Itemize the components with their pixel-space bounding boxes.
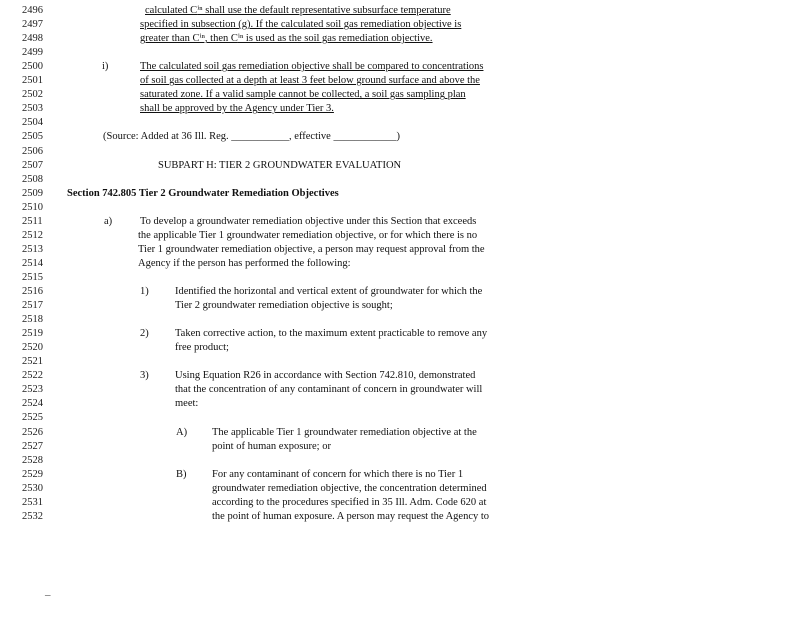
document-line — [0, 32, 800, 46]
line-text — [175, 285, 482, 299]
text-segment: ⁱⁿ is used as the soil gas remediation objective. — [237, 33, 433, 45]
document-line — [0, 271, 800, 285]
line-text — [175, 299, 393, 313]
line-number: 2528 — [22, 454, 43, 466]
document-line — [0, 173, 800, 187]
document-line — [0, 327, 800, 341]
line-number: 2511 — [22, 215, 43, 227]
text-segment: Tier 1 groundwater remediation objective, a person may request approval from the — [138, 243, 485, 255]
document-line — [0, 243, 800, 257]
document-line — [0, 496, 800, 510]
line-text — [145, 4, 451, 18]
line-number: 2496 — [22, 5, 43, 16]
line-text — [212, 482, 487, 496]
line-text — [140, 18, 461, 32]
document-line — [0, 440, 800, 454]
document-line — [0, 454, 800, 468]
clause-label: A) — [176, 426, 188, 438]
line-number: 2529 — [22, 468, 43, 480]
document-line — [0, 102, 800, 116]
document-line — [0, 88, 800, 102]
line-number: 2503 — [22, 103, 43, 115]
line-number: 2500 — [22, 61, 43, 73]
text-segment: To develop a groundwater remediation objective under this Section that exceeds — [140, 215, 477, 227]
line-number: 2498 — [22, 33, 43, 45]
line-text — [212, 440, 331, 454]
document-line — [0, 46, 800, 60]
line-text — [175, 369, 475, 383]
text-segment: the applicable Tier 1 groundwater remediation objective, or for which there is no — [138, 229, 478, 241]
text-segment: free product; — [175, 342, 229, 354]
line-text — [158, 159, 401, 173]
line-number: 2513 — [22, 243, 43, 255]
text-segment: calculated C — [145, 5, 198, 16]
document-line — [0, 18, 800, 32]
line-number: 2530 — [22, 482, 43, 494]
document-line — [0, 299, 800, 313]
line-text — [103, 130, 400, 144]
line-number: 2519 — [22, 328, 43, 340]
text-segment: Agency if the person has performed the following: — [138, 257, 351, 269]
line-text — [175, 327, 487, 341]
text-segment: that the concentration of any contaminant of concern in groundwater will — [175, 384, 483, 396]
line-number: 2514 — [22, 257, 43, 269]
text-segment: Section 742.805 Tier 2 Groundwater Remediation Objectives — [67, 187, 339, 199]
document-line — [0, 130, 800, 144]
line-text — [212, 496, 486, 510]
text-segment: greater than C — [140, 33, 200, 45]
line-number: 2509 — [22, 187, 43, 199]
line-text — [67, 187, 339, 201]
text-segment: (Source: Added at 36 Ill. Reg. ___________, effective ____________) — [103, 131, 400, 143]
document-line — [0, 482, 800, 496]
document-line — [0, 74, 800, 88]
line-number: 2508 — [22, 173, 43, 185]
text-segment: specified in subsection (g). If the calculated soil gas remediation objective is — [140, 19, 462, 31]
line-text — [212, 468, 463, 482]
line-text — [175, 383, 482, 397]
line-number: 2520 — [22, 342, 43, 354]
line-text — [212, 426, 477, 440]
document-line — [0, 159, 800, 173]
line-number: 2523 — [22, 384, 43, 396]
line-text — [175, 397, 198, 411]
line-text — [138, 257, 351, 271]
document-line — [0, 215, 800, 229]
line-text — [140, 60, 483, 74]
line-text — [138, 229, 477, 243]
line-number: 2499 — [22, 47, 43, 59]
text-segment: Taken corrective action, to the maximum extent practicable to remove any — [175, 328, 488, 340]
document-line — [0, 468, 800, 482]
text-segment: the point of human exposure. A person may request the Agency to — [212, 510, 490, 522]
text-segment: ⁱⁿ, then C — [199, 33, 238, 45]
line-number: 2516 — [22, 286, 43, 297]
text-segment: The calculated soil gas remediation objective shall be compared to concentrations — [140, 61, 484, 73]
line-text — [140, 102, 334, 116]
text-segment: Using Equation R26 in accordance with Section 742.810, demonstrated — [175, 370, 476, 382]
document-line — [0, 341, 800, 355]
line-number: 2524 — [22, 398, 43, 410]
line-number: 2526 — [22, 426, 43, 438]
line-number: 2512 — [22, 229, 43, 241]
line-number: 2502 — [22, 89, 43, 101]
line-text — [140, 74, 480, 88]
line-number: 2501 — [22, 75, 43, 87]
text-segment: saturated zone. If a valid sample cannot be collected, a soil gas sampling plan — [140, 89, 466, 101]
line-text — [140, 88, 466, 102]
document-line — [0, 510, 800, 524]
text-segment: SUBPART H: TIER 2 GROUNDWATER EVALUATION — [158, 159, 402, 171]
document-line — [0, 355, 800, 369]
document-line — [0, 60, 800, 74]
text-segment: The applicable Tier 1 groundwater remediation objective at the — [212, 426, 477, 438]
line-number: 2517 — [22, 300, 43, 312]
text-segment: Tier 2 groundwater remediation objective is sought; — [175, 300, 393, 312]
document-line — [0, 369, 800, 383]
text-segment: of soil gas collected at a depth at least 3 feet below ground surface and above the — [140, 75, 480, 87]
line-number: 2527 — [22, 440, 43, 452]
document-line — [0, 285, 800, 299]
document-line — [0, 116, 800, 130]
line-text — [140, 215, 476, 229]
document-line — [0, 383, 800, 397]
line-text — [140, 32, 433, 46]
text-segment: groundwater remediation objective, the concentration determined — [212, 482, 487, 494]
line-number: 2525 — [22, 412, 43, 424]
clause-label: i) — [102, 61, 109, 73]
line-number: 2521 — [22, 356, 43, 368]
text-segment: meet: — [175, 398, 199, 410]
text-segment: according to the procedures specified in 35 Ill. Adm. Code 620 at — [212, 496, 487, 508]
document-line — [0, 411, 800, 425]
document-line — [0, 4, 800, 18]
line-number: 2507 — [22, 159, 43, 171]
clause-label: B) — [176, 468, 187, 480]
document-line — [0, 145, 800, 159]
clause-label: 1) — [140, 286, 149, 297]
clause-label: 2) — [140, 328, 149, 340]
document-line — [0, 257, 800, 271]
line-number: 2532 — [22, 510, 43, 522]
line-number: 2515 — [22, 271, 43, 283]
text-segment: Identified the horizontal and vertical extent of groundwater for which the — [175, 286, 483, 297]
line-number: 2505 — [22, 131, 43, 143]
text-segment: shall be approved by the Agency under Tier 3. — [140, 103, 334, 115]
clause-label: a) — [104, 215, 113, 227]
clause-label: 3) — [140, 370, 149, 382]
line-number: 2510 — [22, 201, 43, 213]
line-text — [138, 243, 485, 257]
line-number: 2518 — [22, 314, 43, 326]
line-number: 2497 — [22, 19, 43, 31]
line-text — [212, 510, 489, 524]
text-segment: ⁱⁿ shall use the default representative subsurface temperature — [197, 5, 451, 16]
document-line — [0, 426, 800, 440]
text-segment: For any contaminant of concern for which there is no Tier 1 — [212, 468, 464, 480]
document-line — [0, 229, 800, 243]
line-text — [175, 341, 229, 355]
line-number: 2522 — [22, 370, 43, 382]
document-line — [0, 187, 800, 201]
document-line — [0, 313, 800, 327]
line-number: 2506 — [22, 145, 43, 157]
footer-mark: _ — [45, 585, 51, 597]
text-segment: point of human exposure; or — [212, 440, 331, 452]
document-line — [0, 397, 800, 411]
line-number: 2531 — [22, 496, 43, 508]
line-number: 2504 — [22, 117, 43, 129]
document-line — [0, 201, 800, 215]
